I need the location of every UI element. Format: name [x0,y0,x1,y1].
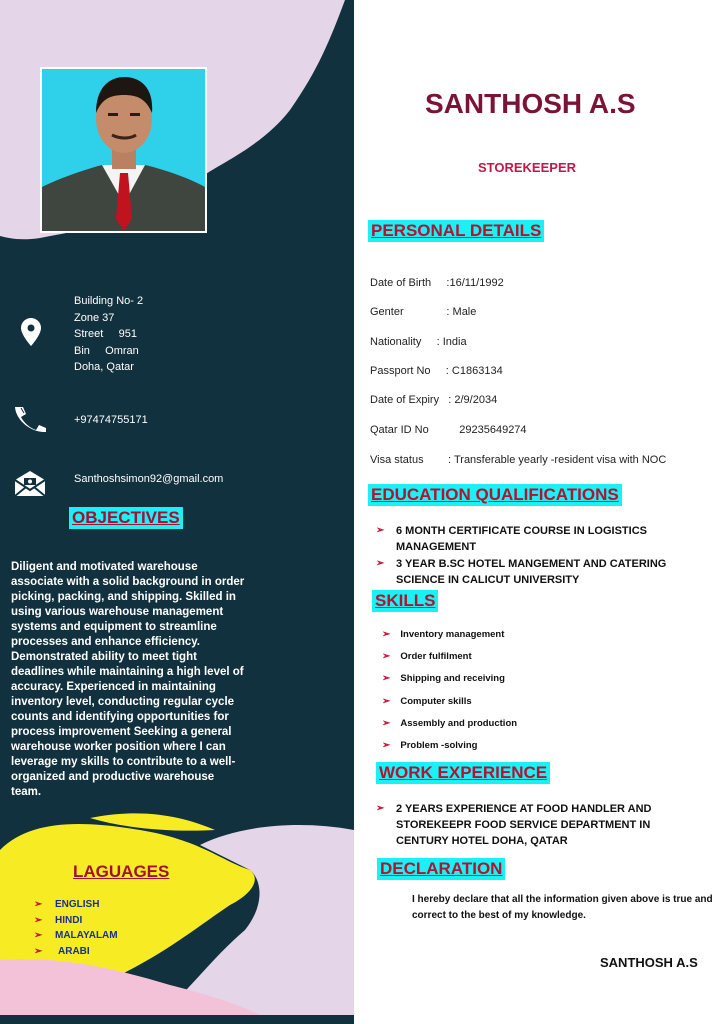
address-line: Bin Omran [74,344,139,357]
skill-label: Shipping and receiving [400,673,505,684]
language-label: HINDI [55,914,83,926]
skill-label: Inventory management [400,629,505,640]
objectives-text: Diligent and motivated warehouse associate with a solid background in order picking, packing, and shipping. Skilled in using various warehouse management systems and equipment to streamline processes and enhance efficiency. Demonstrated ability to meet tight deadlines while maintaining a high level of accuracy. Experienced in maintaining inventory level, conducting regular cycle counts and identifying opportunities for process improvement Seeking a general warehouse worker position where I can leverage my skills to contribute to a well-organized and productive warehouse team. [11,561,245,798]
list-item [382,696,472,707]
education-item: 3 YEAR B.SC HOTEL MANGEMENT AND CATERING SCIENCE IN CALICUT UNIVERSITY [396,558,667,586]
signature: SANTHOSH A.S [600,955,698,970]
arrow-bullet-icon: ➢ [382,740,391,751]
list-item [382,673,505,684]
email-icon [13,470,47,503]
list-item [376,556,686,588]
personal-detail-row: Date of Birth :16/11/1992 [370,277,504,289]
list-item [376,523,666,555]
arrow-bullet-icon: ➢ [382,629,391,640]
personal-detail-row: Date of Expiry : 2/9/2034 [370,394,498,406]
skill-label: Computer skills [400,696,472,707]
personal-detail-row: Nationality : India [370,336,467,348]
phone-number[interactable]: +97474755171 [74,414,148,426]
address-line: Building No- 2 [74,295,144,307]
arrow-bullet-icon: ➢ [376,803,385,814]
personal-detail-row: Visa status : Transferable yearly -resident visa with NOC [370,454,667,466]
address-line: Street 951 [74,328,137,340]
list-item [34,915,118,931]
arrow-bullet-icon: ➢ [382,718,391,729]
arrow-bullet-icon: ➢ [34,899,43,910]
list-item [382,718,517,729]
language-label: ARABI [58,945,90,957]
arrow-bullet-icon: ➢ [376,525,385,536]
skill-label: Assembly and production [400,718,518,729]
personal-detail-row: Passport No : C1863134 [370,365,503,377]
address-line: Zone 37 [74,311,115,324]
personal-details-title: PERSONAL DETAILS [368,220,544,242]
education-item: 6 MONTH CERTIFICATE COURSE IN LOGISTICS MANAGEMENT [396,525,647,553]
language-label: ENGLISH [55,899,100,910]
sidebar [0,0,354,1024]
education-title: EDUCATION QUALIFICATIONS [368,484,622,506]
personal-detail-row: Genter : Male [370,306,477,318]
language-label: MALAYALAM [55,930,118,941]
arrow-bullet-icon: ➢ [382,673,391,684]
email-address[interactable]: Santhoshsimon92@gmail.com [74,473,224,485]
location-pin-icon [21,318,41,351]
declaration-text: I hereby declare that all the information given above is true and correct to the best of my knowledge. [412,894,713,921]
list-item [376,801,666,849]
languages-list [34,899,118,961]
skill-label: Order fulfilment [400,651,472,662]
list-item [382,651,472,662]
skills-title: SKILLS [372,590,438,612]
arrow-bullet-icon: ➢ [34,930,43,941]
arrow-bullet-icon: ➢ [382,696,391,707]
address-line: Doha, Qatar [74,361,134,373]
list-item [34,946,118,962]
arrow-bullet-icon: ➢ [382,651,391,662]
arrow-bullet-icon: ➢ [34,945,43,957]
list-item [382,629,504,640]
profile-photo [40,67,207,233]
list-item [382,740,477,751]
candidate-name: SANTHOSH A.S [425,88,636,119]
objectives-title: OBJECTIVES [69,507,183,529]
address [74,293,143,376]
languages-title: LAGUAGES [73,862,170,881]
arrow-bullet-icon: ➢ [34,914,43,926]
declaration-title: DECLARATION [377,858,505,880]
list-item [34,899,118,915]
candidate-role: STOREKEEPER [478,160,577,175]
work-item: 2 YEARS EXPERIENCE AT FOOD HANDLER AND STOREKEEPR FOOD SERVICE DEPARTMENT IN CENTURY HOTEL DOHA, QATAR [396,803,652,847]
arrow-bullet-icon: ➢ [376,558,385,569]
phone-icon [12,405,48,438]
list-item [34,930,118,946]
personal-detail-row: Qatar ID No 29235649274 [370,424,527,436]
skill-label: Problem -solving [400,740,478,751]
work-experience-title: WORK EXPERIENCE [376,762,550,784]
